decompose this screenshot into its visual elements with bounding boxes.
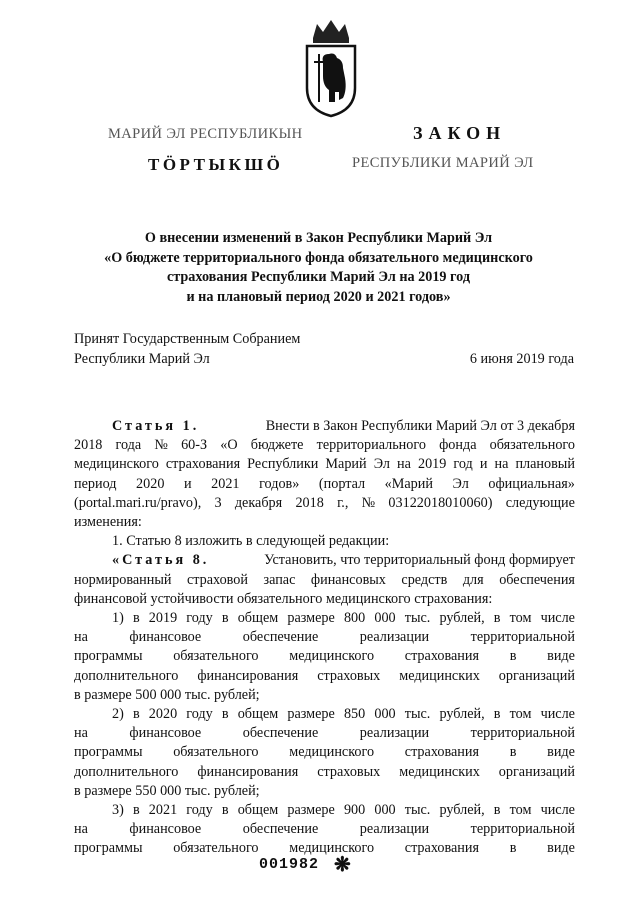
title-line: страхования Республики Марий Эл на 2019 год: [166, 269, 471, 285]
word: 03122018010060): [388, 494, 493, 511]
word: виде: [547, 744, 575, 761]
word: 2): [112, 706, 124, 723]
word: тыс.: [404, 802, 431, 819]
body-line-text: [74, 571, 575, 590]
body-line-text: [74, 839, 575, 858]
word: числе: [540, 706, 575, 723]
body-line-text: в размере 550 000 тыс. рублей;: [74, 782, 260, 799]
word: финансовое: [129, 629, 202, 646]
adopted-by: Принят Государственным Собранием: [74, 331, 301, 347]
body-line: [74, 763, 575, 782]
body-line-text: в размере 500 000 тыс. рублей;: [74, 686, 260, 703]
word: обязательного: [489, 437, 575, 454]
word: в: [509, 840, 517, 857]
word: Республики: [247, 456, 319, 473]
body-line: [74, 513, 575, 532]
title-line: и на плановый период 2020 и 2021 годов»: [186, 288, 451, 305]
word: медицинского: [289, 648, 375, 665]
header-mari-law: ТӦРТЫКШӦ: [148, 155, 284, 174]
word: 60-З: [181, 437, 208, 454]
article8-label: «Статья 8.: [112, 552, 210, 569]
word: запас: [263, 571, 296, 588]
word: страховой: [186, 571, 248, 588]
body-line-text: изменения:: [74, 514, 142, 531]
word: обеспечение: [242, 725, 319, 742]
word: 3): [112, 802, 124, 819]
word: 2019: [148, 610, 178, 627]
word: медицинского: [74, 456, 159, 473]
word: 2020: [136, 475, 165, 492]
word: страховых: [317, 763, 381, 780]
word: г.,: [337, 494, 349, 511]
body-line: [74, 667, 575, 686]
body-line-text: [74, 436, 575, 455]
word: размере: [287, 610, 335, 627]
title-line: О внесении изменений в Закон Республики Марий Эл: [144, 230, 493, 246]
word: 2021: [148, 802, 178, 819]
word: 2021: [211, 475, 240, 492]
word: и: [479, 456, 488, 473]
word: виде: [547, 648, 575, 665]
word: общем: [237, 802, 279, 819]
word: организаций: [498, 763, 575, 780]
word: плановый: [515, 456, 575, 473]
adoption-block: [74, 330, 574, 369]
word: официальная»: [488, 475, 575, 492]
word: программы: [74, 648, 143, 665]
word: финансовых: [310, 571, 386, 588]
word: 2018: [295, 494, 324, 511]
body-line-text: [74, 724, 575, 743]
word: медицинских: [399, 763, 480, 780]
word: Марий: [325, 456, 367, 473]
word: медицинского: [289, 744, 375, 761]
item-1-text: 1. Статью 8 изложить в следующей редакции:: [112, 533, 390, 550]
word: числе: [540, 610, 575, 627]
word: на: [74, 821, 88, 838]
word: страхования: [165, 456, 241, 473]
word: годов»: [259, 475, 300, 492]
word: период: [74, 475, 117, 492]
adoption-date: 6 июня 2019 года: [469, 350, 574, 367]
word: в: [493, 610, 501, 627]
word: размере: [287, 706, 335, 723]
word: в: [493, 802, 501, 819]
body-line: [74, 455, 575, 474]
word: реализации: [359, 725, 430, 742]
word: 800: [343, 610, 366, 627]
word: том: [509, 802, 532, 819]
word: дополнительного: [74, 667, 179, 684]
body-line: [74, 839, 575, 858]
body-line: [74, 820, 575, 839]
word: №: [154, 437, 168, 454]
word: году: [186, 802, 213, 819]
word: нормированный: [74, 571, 172, 588]
word: размере: [287, 802, 335, 819]
adopted-by-republic: Республики Марий Эл: [74, 350, 210, 367]
word: территориальной: [470, 725, 575, 742]
word: на: [74, 629, 88, 646]
item-1: [74, 532, 575, 551]
word: страхования: [404, 648, 479, 665]
body-line-text: финансовой устойчивости обязательного медицинского страхования:: [74, 590, 493, 607]
body-line: [74, 724, 575, 743]
body-line-text: [74, 763, 575, 782]
word: 900: [343, 802, 366, 819]
word: программы: [74, 744, 143, 761]
word: фонда: [439, 437, 477, 454]
word: дополнительного: [74, 763, 179, 780]
word: территориальной: [470, 821, 575, 838]
word: реализации: [359, 821, 430, 838]
word: рублей,: [439, 610, 485, 627]
word: в: [132, 610, 140, 627]
subitem-text: [112, 801, 575, 820]
word: страхования: [404, 840, 479, 857]
word: 3: [214, 494, 222, 511]
word: обязательного: [173, 648, 259, 665]
body-line: [74, 571, 575, 590]
word: (portal.mari.ru/pravo),: [74, 494, 202, 511]
body-line-text: [74, 455, 575, 474]
word: 2019: [417, 456, 447, 473]
word: общем: [237, 610, 279, 627]
word: в: [132, 802, 140, 819]
word: следующие: [505, 494, 575, 511]
body-line-text: [74, 475, 575, 494]
article1-text: Внести в Закон Республики Марий Эл от 3 декабря: [265, 418, 575, 434]
word: средств: [401, 571, 448, 588]
word: общем: [237, 706, 279, 723]
word: года: [115, 437, 142, 454]
word: том: [509, 610, 532, 627]
subitem-2: [74, 705, 575, 724]
subitem-1: [74, 609, 575, 628]
word: виде: [547, 840, 575, 857]
word: году: [186, 706, 213, 723]
word: на: [494, 456, 509, 473]
body-line: [74, 782, 575, 801]
word: «Марий: [384, 475, 433, 492]
coat-of-arms-emblem: [299, 18, 363, 118]
word: 000: [374, 610, 396, 627]
word: на: [74, 725, 88, 742]
body-line: [74, 494, 575, 513]
word: 850: [343, 706, 366, 723]
subitem-text: [112, 609, 575, 628]
body-line-text: [74, 494, 575, 513]
word: страховых: [317, 667, 381, 684]
document-serial-number: 001982: [259, 856, 320, 873]
word: организаций: [498, 667, 575, 684]
word: рублей,: [439, 706, 485, 723]
document-body: [74, 417, 575, 859]
asterisk-mark-icon: ❋: [334, 854, 351, 876]
word: декабря: [234, 494, 283, 511]
word: том: [509, 706, 532, 723]
word: страхования: [404, 744, 479, 761]
word: обязательного: [173, 840, 259, 857]
article8-text: Установить, что территориальный фонд формирует: [264, 552, 575, 569]
word: бюджете: [250, 437, 304, 454]
word: в: [493, 706, 501, 723]
word: территориального: [316, 437, 426, 454]
body-line-text: [74, 628, 575, 647]
word: обязательного: [173, 744, 259, 761]
body-line-text: [74, 667, 575, 686]
body-line-text: [74, 647, 575, 666]
body-line: [74, 743, 575, 762]
word: и: [183, 475, 192, 492]
word: тыс.: [404, 706, 431, 723]
body-line-text: [74, 820, 575, 839]
header-republic: РЕСПУБЛИКИ МАРИЙ ЭЛ: [352, 155, 534, 171]
word: обеспечение: [242, 629, 319, 646]
word: тыс.: [404, 610, 431, 627]
document-title: [60, 229, 577, 307]
subitem-text: [112, 705, 575, 724]
word: в: [221, 706, 229, 723]
article8-first-line: [74, 551, 575, 570]
word: программы: [74, 840, 143, 857]
word: Эл: [452, 475, 469, 492]
body-line: [74, 628, 575, 647]
word: «О: [220, 437, 238, 454]
word: финансирования: [197, 667, 299, 684]
word: для: [462, 571, 484, 588]
body-line: [74, 475, 575, 494]
word: в: [132, 706, 140, 723]
title-line: «О бюджете территориального фонда обязательного медицинского: [104, 249, 533, 266]
word: году: [186, 610, 213, 627]
word: на: [397, 456, 411, 473]
subitem-3: [74, 801, 575, 820]
word: реализации: [359, 629, 430, 646]
word: 000: [374, 802, 396, 819]
word: в: [221, 610, 229, 627]
header-mari-republic: МАРИЙ ЭЛ РЕСПУБЛИКЫН: [108, 126, 303, 142]
header-law: ЗАКОН: [413, 123, 507, 143]
body-line: [74, 590, 575, 609]
body-line-text: [74, 743, 575, 762]
word: Эл: [373, 456, 390, 473]
body-line: [74, 436, 575, 455]
word: №: [361, 494, 376, 511]
word: год: [453, 456, 473, 473]
word: финансовое: [129, 821, 202, 838]
word: в: [509, 744, 517, 761]
word: обеспечение: [242, 821, 319, 838]
word: финансирования: [197, 763, 299, 780]
word: 1): [112, 610, 124, 627]
article1-first-line: [74, 417, 575, 436]
body-line: [74, 686, 575, 705]
word: 2018: [74, 437, 103, 454]
word: (портал: [318, 475, 366, 492]
word: медицинского: [289, 840, 375, 857]
article1-label: Статья 1.: [112, 418, 200, 434]
body-line: [74, 647, 575, 666]
word: обеспечения: [499, 571, 575, 588]
word: в: [509, 648, 517, 665]
word: медицинских: [399, 667, 480, 684]
word: территориальной: [470, 629, 575, 646]
word: числе: [540, 802, 575, 819]
word: 000: [374, 706, 396, 723]
word: финансовое: [129, 725, 202, 742]
word: в: [221, 802, 229, 819]
word: рублей,: [439, 802, 485, 819]
word: 2020: [148, 706, 178, 723]
